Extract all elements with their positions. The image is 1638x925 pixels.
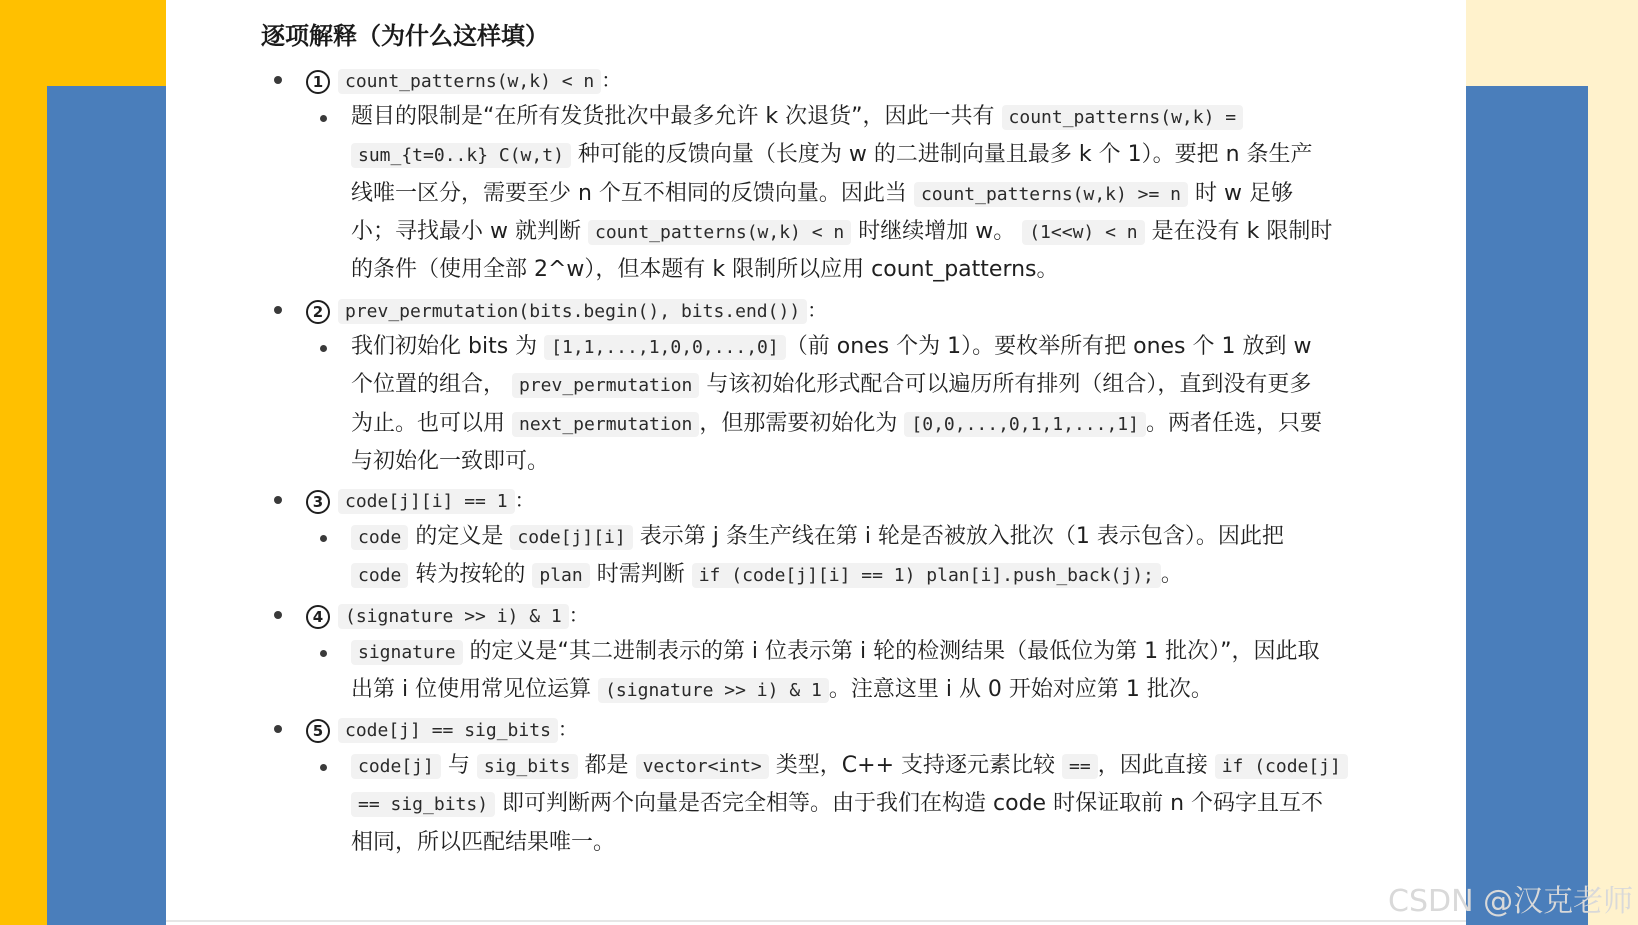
inline-text: 是在没有 k 限制时	[1144, 218, 1333, 244]
item-code: code[j] == sig_bits	[338, 718, 558, 743]
inline-text: 转为按轮的	[408, 562, 533, 588]
explanation-line	[351, 633, 1516, 671]
explanation-line	[351, 328, 1516, 366]
inline-code: ==	[1062, 754, 1098, 779]
inline-code: [0,0,...,0,1,1,...,1]	[904, 412, 1146, 437]
inline-text: 时 w 足够	[1188, 180, 1294, 206]
inline-text: ，因此直接	[1097, 753, 1215, 779]
explanation-line	[351, 366, 1516, 404]
inline-text: 。注意这里 i 从 0 开始对应第 1 批次。	[828, 677, 1213, 703]
inline-code: plan	[532, 563, 589, 588]
explanation-line	[351, 671, 1516, 709]
inline-text: （前 ones 个为 1）。要枚举所有把 ones 个 1 放到 w	[785, 334, 1312, 360]
inline-code: code[j][i]	[510, 525, 632, 550]
slide-content	[166, 0, 1466, 925]
item-suffix: ：	[557, 717, 578, 741]
item-explanation	[351, 747, 1516, 862]
inline-text: 我们初始化 bits 为	[351, 334, 545, 360]
inline-text: 种可能的反馈向量（长度为 w 的二进制向量且最多 k 个 1）。要把 n 条生产	[570, 142, 1313, 168]
inline-text: 类型，C++ 支持逐元素比较	[768, 753, 1062, 779]
item-bullet	[274, 496, 282, 504]
inline-code: sum_{t=0..k} C(w,t)	[351, 143, 571, 168]
inline-code: count_patterns(w,k) < n	[588, 220, 851, 245]
inline-text: 的定义是	[408, 524, 511, 550]
sub-bullet	[320, 764, 327, 771]
item-title	[306, 709, 578, 751]
explanation-line	[351, 785, 1516, 823]
inline-code: if (code[j][i] == 1) plan[i].push_back(j);	[692, 563, 1161, 588]
inline-code: [1,1,...,1,0,0,...,0]	[544, 335, 786, 360]
inline-text: 都是	[577, 753, 636, 779]
explanation-line	[351, 747, 1516, 785]
inline-text: 相同，所以匹配结果唯一。	[351, 829, 616, 855]
inline-text: 个位置的组合，	[351, 372, 512, 398]
inline-code: vector<int>	[636, 754, 769, 779]
item-suffix: ：	[568, 603, 589, 627]
item-bullet	[274, 725, 282, 733]
inline-code: code	[351, 525, 408, 550]
inline-code: next_permutation	[512, 412, 699, 437]
inline-code: code[j]	[351, 754, 441, 779]
item-bullet	[274, 611, 282, 619]
item-code: (signature >> i) & 1	[338, 604, 569, 629]
item-title	[306, 480, 535, 522]
item-number: 1	[306, 70, 330, 94]
item-suffix: ：	[514, 488, 535, 512]
item-title	[306, 595, 589, 637]
inline-code: code	[351, 563, 408, 588]
item-suffix: ：	[807, 298, 828, 322]
explanation-line	[351, 518, 1516, 556]
inline-code: signature	[351, 640, 463, 665]
item-code: code[j][i] == 1	[338, 489, 515, 514]
item-explanation	[351, 633, 1516, 709]
inline-text: 出第 i 位使用常见位运算	[351, 677, 599, 703]
inline-text: 小；寻找最小 w 就判断	[351, 218, 588, 244]
inline-text: 题目的限制是“在所有发货批次中最多允许 k 次退货”，因此一共有	[351, 104, 1002, 130]
inline-code: if (code[j]	[1215, 754, 1348, 779]
item-title	[306, 290, 827, 332]
explanation-line	[351, 556, 1516, 594]
explanation-line	[351, 98, 1516, 136]
sub-bullet	[320, 345, 327, 352]
item-number: 2	[306, 300, 330, 324]
inline-code: (signature >> i) & 1	[598, 678, 829, 703]
inline-text: 的定义是“其二进制表示的第 i 位表示第 i 轮的检测结果（最低位为第 1 批次）”，因此取	[462, 639, 1320, 665]
inline-text: 表示第 j 条生产线在第 i 轮是否被放入批次（1 表示包含）。因此把	[632, 524, 1284, 550]
inline-text: 与该初始化形式配合可以遍历所有排列（组合），直到没有更多	[699, 372, 1312, 398]
section-heading: 逐项解释（为什么这样填）	[261, 22, 549, 50]
sub-bullet	[320, 650, 327, 657]
item-title	[306, 60, 621, 102]
bottom-divider	[166, 920, 1466, 922]
inline-code: prev_permutation	[512, 373, 699, 398]
explanation-line	[351, 405, 1516, 443]
item-explanation	[351, 328, 1516, 481]
inline-text: 与	[440, 753, 477, 779]
inline-text: ，但那需要初始化为	[699, 410, 905, 436]
sub-bullet	[320, 115, 327, 122]
inline-text: 线唯一区分，需要至少 n 个互不相同的反馈向量。因此当	[351, 180, 914, 206]
left-blue-panel	[47, 86, 166, 925]
explanation-line	[351, 824, 1516, 862]
item-code: count_patterns(w,k) < n	[338, 69, 601, 94]
item-number: 4	[306, 605, 330, 629]
inline-text: 的条件（使用全部 2^w），但本题有 k 限制所以应用 count_patterns。	[351, 256, 1059, 282]
item-explanation	[351, 518, 1516, 594]
inline-code: count_patterns(w,k) >= n	[914, 182, 1188, 207]
item-code: prev_permutation(bits.begin(), bits.end())	[338, 299, 807, 324]
watermark: CSDN @汉克老师	[1388, 884, 1634, 919]
inline-code: count_patterns(w,k) =	[1002, 105, 1244, 130]
sub-bullet	[320, 535, 327, 542]
inline-text: 即可判断两个向量是否完全相等。由于我们在构造 code 时保证取前 n 个码字且互不	[495, 791, 1324, 817]
item-bullet	[274, 306, 282, 314]
inline-text: 时需判断	[589, 562, 692, 588]
item-number: 5	[306, 719, 330, 743]
inline-text: 时继续增加 w。	[851, 218, 1023, 244]
explanation-line	[351, 213, 1516, 251]
inline-text: 。	[1160, 562, 1183, 588]
explanation-line	[351, 443, 1516, 481]
inline-code: sig_bits	[477, 754, 578, 779]
item-bullet	[274, 76, 282, 84]
inline-code: == sig_bits)	[351, 792, 495, 817]
inline-text: 与初始化一致即可。	[351, 448, 550, 474]
explanation-line	[351, 251, 1516, 289]
item-number: 3	[306, 490, 330, 514]
inline-text: 为止。也可以用	[351, 410, 512, 436]
explanation-line	[351, 136, 1516, 174]
item-explanation	[351, 98, 1516, 289]
inline-text: 。两者任选，只要	[1145, 410, 1322, 436]
inline-code: (1<<w) < n	[1022, 220, 1144, 245]
explanation-line	[351, 175, 1516, 213]
item-suffix: ：	[601, 68, 622, 92]
